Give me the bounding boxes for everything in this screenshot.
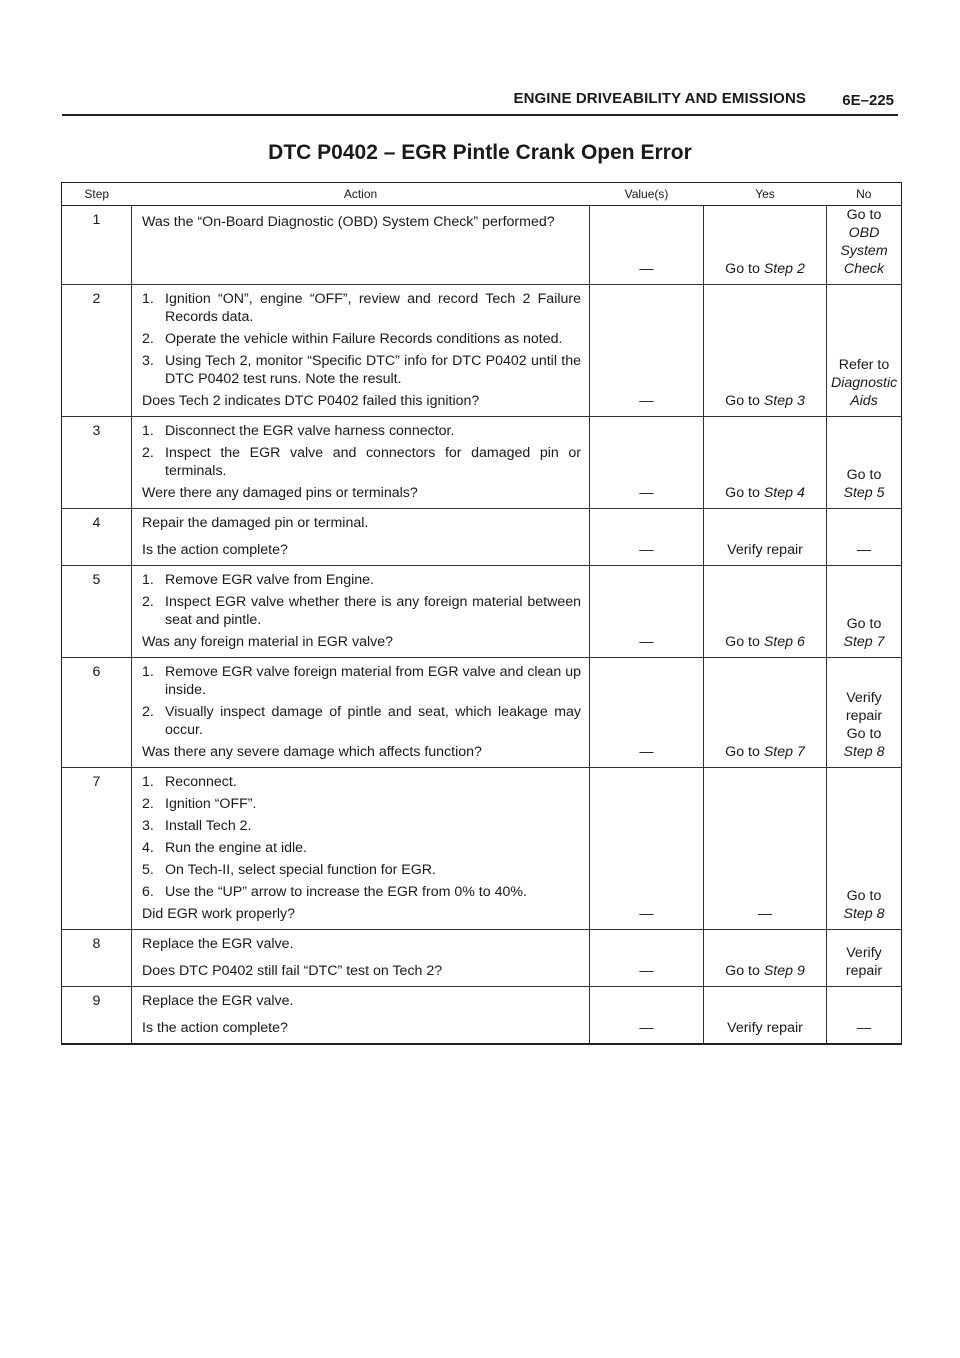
table-header-row (62, 183, 902, 206)
column-header-yes: Yes (704, 183, 827, 206)
action-step-item (142, 663, 581, 699)
action-step-text: On Tech-II, select special function for EGR. (165, 862, 436, 878)
no-step-reference: Step 7 (843, 634, 885, 650)
action-step-item (142, 444, 581, 480)
table-row (62, 566, 902, 658)
yes-step-reference: Step 3 (763, 393, 805, 409)
action-question: Were there any damaged pins or terminals? (142, 485, 418, 501)
action-step-text: Ignition “OFF”. (165, 796, 257, 812)
column-header-no: No (827, 183, 902, 206)
step-number: 5 (62, 566, 132, 658)
no-text: Verify repair (845, 690, 883, 724)
step-number: 3 (62, 417, 132, 509)
action-step-index: 2. (142, 445, 154, 461)
action-cell (132, 768, 590, 930)
step-number: 8 (62, 930, 132, 987)
no-cell (827, 768, 902, 930)
page-header (62, 88, 898, 116)
action-step-item (142, 839, 581, 857)
action-step-item (142, 422, 581, 440)
no-cell (827, 417, 902, 509)
action-cell (132, 930, 590, 987)
value-cell: — (590, 206, 704, 285)
no-text: Go to (846, 616, 882, 632)
yes-text: Go to (725, 485, 764, 501)
yes-cell (704, 206, 827, 285)
action-step-index: 2. (142, 594, 154, 610)
yes-cell (704, 658, 827, 768)
table-row (62, 285, 902, 417)
yes-cell (704, 285, 827, 417)
no-text: Go to (846, 888, 882, 904)
table-row (62, 768, 902, 930)
yes-cell (704, 930, 827, 987)
no-step-reference: OBD System Check (840, 225, 888, 277)
action-step-index: 3. (142, 818, 154, 834)
no-cell (827, 930, 902, 987)
step-number: 4 (62, 509, 132, 566)
value-cell: — (590, 768, 704, 930)
action-instruction: Replace the EGR valve. (142, 993, 294, 1009)
table-row (62, 930, 902, 987)
action-step-item (142, 290, 581, 326)
yes-step-reference: Step 7 (763, 744, 805, 760)
action-step-text: Install Tech 2. (165, 818, 252, 834)
action-step-item (142, 593, 581, 629)
column-header-action: Action (132, 183, 590, 206)
yes-text: Verify repair (727, 1020, 803, 1036)
yes-cell (704, 768, 827, 930)
page-title: DTC P0402 – EGR Pintle Crank Open Error (268, 141, 692, 164)
step-number: 7 (62, 768, 132, 930)
action-step-item (142, 883, 581, 901)
section-title: ENGINE DRIVEABILITY AND EMISSIONS (513, 90, 806, 107)
action-step-index: 1. (142, 572, 154, 588)
no-text: Refer to (838, 357, 890, 373)
action-instruction: Replace the EGR valve. (142, 936, 294, 952)
action-step-text: Inspect the EGR valve and connectors for damaged pin or terminals. (165, 445, 581, 479)
no-step-reference: Step 5 (843, 485, 885, 501)
table-row (62, 658, 902, 768)
action-step-item (142, 817, 581, 835)
page-number: 6E–225 (842, 92, 894, 109)
yes-step-reference: Step 6 (763, 634, 805, 650)
yes-cell (704, 509, 827, 566)
yes-text: Verify repair (727, 542, 803, 558)
value-cell: — (590, 417, 704, 509)
action-step-index: 1. (142, 774, 154, 790)
action-cell (132, 658, 590, 768)
action-step-index: 2. (142, 796, 154, 812)
column-header-step: Step (62, 183, 132, 206)
no-text: — (856, 1020, 872, 1036)
yes-step-reference: Step 2 (763, 261, 805, 277)
action-step-text: Operate the vehicle within Failure Records conditions as noted. (165, 331, 563, 347)
action-step-text: Remove EGR valve from Engine. (165, 572, 374, 588)
value-cell: — (590, 930, 704, 987)
yes-step-reference: Step 4 (763, 485, 805, 501)
action-cell (132, 206, 590, 285)
action-question: Does Tech 2 indicates DTC P0402 failed this ignition? (142, 393, 480, 409)
no-text: — (856, 542, 872, 558)
action-step-index: 2. (142, 704, 154, 720)
no-cell (827, 206, 902, 285)
value-cell: — (590, 509, 704, 566)
yes-text: Go to (725, 634, 764, 650)
no-step-reference: Diagnostic Aids (831, 375, 898, 409)
no-text: Go to (846, 467, 882, 483)
action-cell (132, 285, 590, 417)
no-text: Go to (846, 207, 882, 223)
table-row (62, 417, 902, 509)
action-instruction: Repair the damaged pin or terminal. (142, 515, 369, 531)
yes-cell (704, 417, 827, 509)
action-question: Did EGR work properly? (142, 906, 295, 922)
no-step-reference: Step 8 (843, 906, 885, 922)
action-step-index: 1. (142, 423, 154, 439)
step-number: 9 (62, 987, 132, 1045)
value-cell: — (590, 658, 704, 768)
action-cell (132, 566, 590, 658)
action-step-text: Disconnect the EGR valve harness connector. (165, 423, 455, 439)
yes-text: — (757, 906, 773, 922)
action-step-text: Ignition “ON”, engine “OFF”, review and record Tech 2 Failure Records data. (165, 291, 581, 325)
action-step-text: Using Tech 2, monitor “Specific DTC” info for DTC P0402 until the DTC P0402 test runs. Note the result. (165, 353, 581, 387)
action-step-index: 5. (142, 862, 154, 878)
diagnostic-table (61, 182, 902, 1045)
action-question: Was there any severe damage which affects function? (142, 744, 482, 760)
action-cell (132, 987, 590, 1045)
action-step-index: 3. (142, 353, 154, 369)
action-cell (132, 509, 590, 566)
action-question: Was the “On-Board Diagnostic (OBD) System Check” performed? (142, 214, 555, 230)
no-cell (827, 566, 902, 658)
action-question: Is the action complete? (142, 1020, 288, 1036)
yes-text: Go to (725, 261, 764, 277)
value-cell: — (590, 987, 704, 1045)
action-step-item (142, 703, 581, 739)
action-cell (132, 417, 590, 509)
action-step-index: 1. (142, 664, 154, 680)
action-step-text: Run the engine at idle. (165, 840, 307, 856)
action-step-index: 4. (142, 840, 154, 856)
action-step-text: Use the “UP” arrow to increase the EGR from 0% to 40%. (165, 884, 527, 900)
no-cell (827, 658, 902, 768)
yes-text: Go to (725, 744, 764, 760)
no-step-reference: Step 8 (843, 744, 885, 760)
action-question: Was any foreign material in EGR valve? (142, 634, 394, 650)
yes-text: Go to (725, 393, 764, 409)
action-step-text: Reconnect. (165, 774, 237, 790)
yes-text: Go to (725, 963, 764, 979)
no-text: Verify repair (845, 945, 883, 979)
no-cell (827, 987, 902, 1045)
column-header-values: Value(s) (590, 183, 704, 206)
yes-cell (704, 987, 827, 1045)
no-text: Go to (846, 726, 882, 742)
step-number: 6 (62, 658, 132, 768)
action-step-item (142, 330, 581, 348)
action-step-text: Visually inspect damage of pintle and seat, which leakage may occur. (165, 704, 581, 738)
action-step-item (142, 861, 581, 879)
yes-step-reference: Step 9 (763, 963, 805, 979)
action-step-item (142, 571, 581, 589)
action-step-text: Inspect EGR valve whether there is any foreign material between seat and pintle. (165, 594, 581, 628)
value-cell: — (590, 566, 704, 658)
action-step-index: 1. (142, 291, 154, 307)
value-cell: — (590, 285, 704, 417)
no-cell (827, 285, 902, 417)
step-number: 1 (62, 206, 132, 285)
yes-cell (704, 566, 827, 658)
action-question: Is the action complete? (142, 542, 288, 558)
table-row (62, 987, 902, 1045)
step-number: 2 (62, 285, 132, 417)
table-row (62, 509, 902, 566)
action-question: Does DTC P0402 still fail “DTC” test on Tech 2? (142, 963, 443, 979)
action-step-item (142, 795, 581, 813)
action-step-index: 6. (142, 884, 154, 900)
action-step-text: Remove EGR valve foreign material from EGR valve and clean up inside. (165, 664, 581, 698)
action-step-item (142, 352, 581, 388)
action-step-index: 2. (142, 331, 154, 347)
table-row (62, 206, 902, 285)
action-step-item (142, 773, 581, 791)
no-cell (827, 509, 902, 566)
